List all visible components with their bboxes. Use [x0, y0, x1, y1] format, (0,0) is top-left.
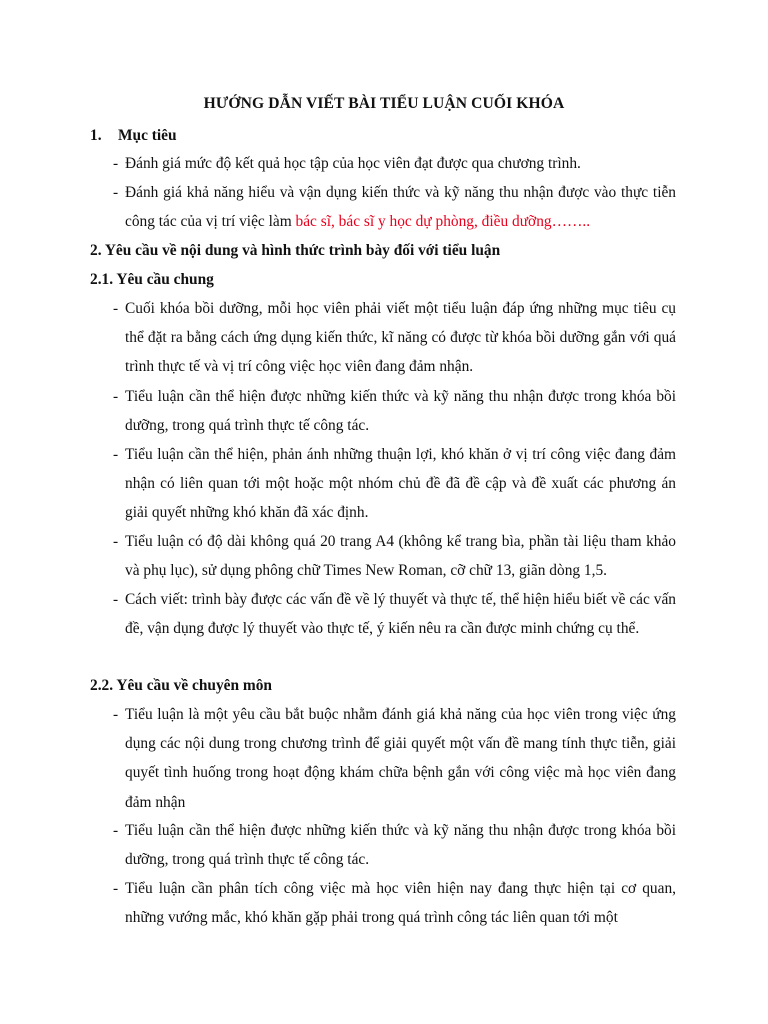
bullet-dash: - — [113, 388, 119, 405]
bullet-dash: - — [113, 300, 119, 317]
highlighted-text: bác sĩ, bác sĩ y học dự phòng, điều dưỡng…….. — [295, 213, 591, 231]
list-item-text: Tiểu luận cần phân tích công việc mà học viên hiện nay đang thực hiện tại cơ quan, những vướng mắc, khó khăn gặp phải trong quá trình công tác liên quan tới một — [125, 880, 676, 927]
list-item-text-main: Đánh giá khả năng hiểu và vận dụng kiến thức và kỹ năng thu nhận được vào thực tiễn công tác của vị trí việc làm — [125, 184, 676, 231]
list-item-text: Cách viết: trình bày được các vấn đề về lý thuyết và thực tế, thể hiện hiểu biết về các vấn đề, vận dụng được lý thuyết vào thực tế, ý kiến nêu ra cần được minh chứng cụ thể. — [125, 591, 676, 638]
bullet-dash: - — [113, 591, 119, 608]
bullet-dash: - — [113, 155, 119, 172]
section-1-heading: Mục tiêu — [118, 127, 177, 144]
subsection-2-1-heading: 2.1. Yêu cầu chung — [90, 271, 214, 288]
bullet-dash: - — [113, 822, 119, 839]
list-item-text: Tiểu luận là một yêu cầu bắt buộc nhằm đánh giá khả năng của học viên trong việc ứng dụng các nội dung trong chương trình để giải quyết một vấn đề mang tính thực tiễn, giải quyết tình huống trong hoạt động khám chữa bệnh gắn với công việc mà học viên đang đảm nhận — [125, 706, 676, 811]
section-1-number: 1. — [90, 127, 102, 144]
list-item-text: Tiểu luận cần thể hiện, phản ánh những thuận lợi, khó khăn ở vị trí công việc đang đảm nhận có liên quan tới một hoặc một nhóm chủ đề đã đề cập và đề xuất các phương án giải quyết những khó khăn đã xác định. — [125, 446, 676, 522]
section-2-heading: 2. Yêu cầu về nội dung và hình thức trình bày đối với tiểu luận — [90, 242, 501, 259]
list-item-text: Tiểu luận có độ dài không quá 20 trang A4 (không kể trang bìa, phần tài liệu tham khảo và phụ lục), sử dụng phông chữ Times New Roman, cỡ chữ 13, giãn dòng 1,5. — [125, 533, 676, 580]
bullet-dash: - — [113, 533, 119, 550]
list-item-text: Tiểu luận cần thể hiện được những kiến thức và kỹ năng thu nhận được trong khóa bồi dưỡng, trong quá trình thực tế công tác. — [125, 388, 676, 435]
list-item-text: Tiểu luận cần thể hiện được những kiến thức và kỹ năng thu nhận được trong khóa bồi dưỡng, trong quá trình thực tế công tác. — [125, 822, 676, 869]
bullet-dash: - — [113, 706, 119, 723]
list-item-text: Cuối khóa bồi dưỡng, mỗi học viên phải viết một tiểu luận đáp ứng những mục tiêu cụ thể đặt ra bằng cách ứng dụng kiến thức, kĩ năng có được từ khóa bồi dưỡng gắn với quá trình thực tế và vị trí công việc học viên đang đảm nhận. — [125, 300, 676, 376]
list-item-text: Đánh giá mức độ kết quả học tập của học viên đạt được qua chương trình. — [125, 155, 581, 172]
bullet-dash: - — [113, 446, 119, 463]
document-title: HƯỚNG DẪN VIẾT BÀI TIỂU LUẬN CUỐI KHÓA — [203, 95, 565, 112]
subsection-2-2-heading: 2.2. Yêu cầu về chuyên môn — [90, 677, 272, 694]
bullet-dash: - — [113, 880, 119, 897]
list-item-text — [125, 178, 676, 236]
bullet-dash: - — [113, 184, 119, 201]
